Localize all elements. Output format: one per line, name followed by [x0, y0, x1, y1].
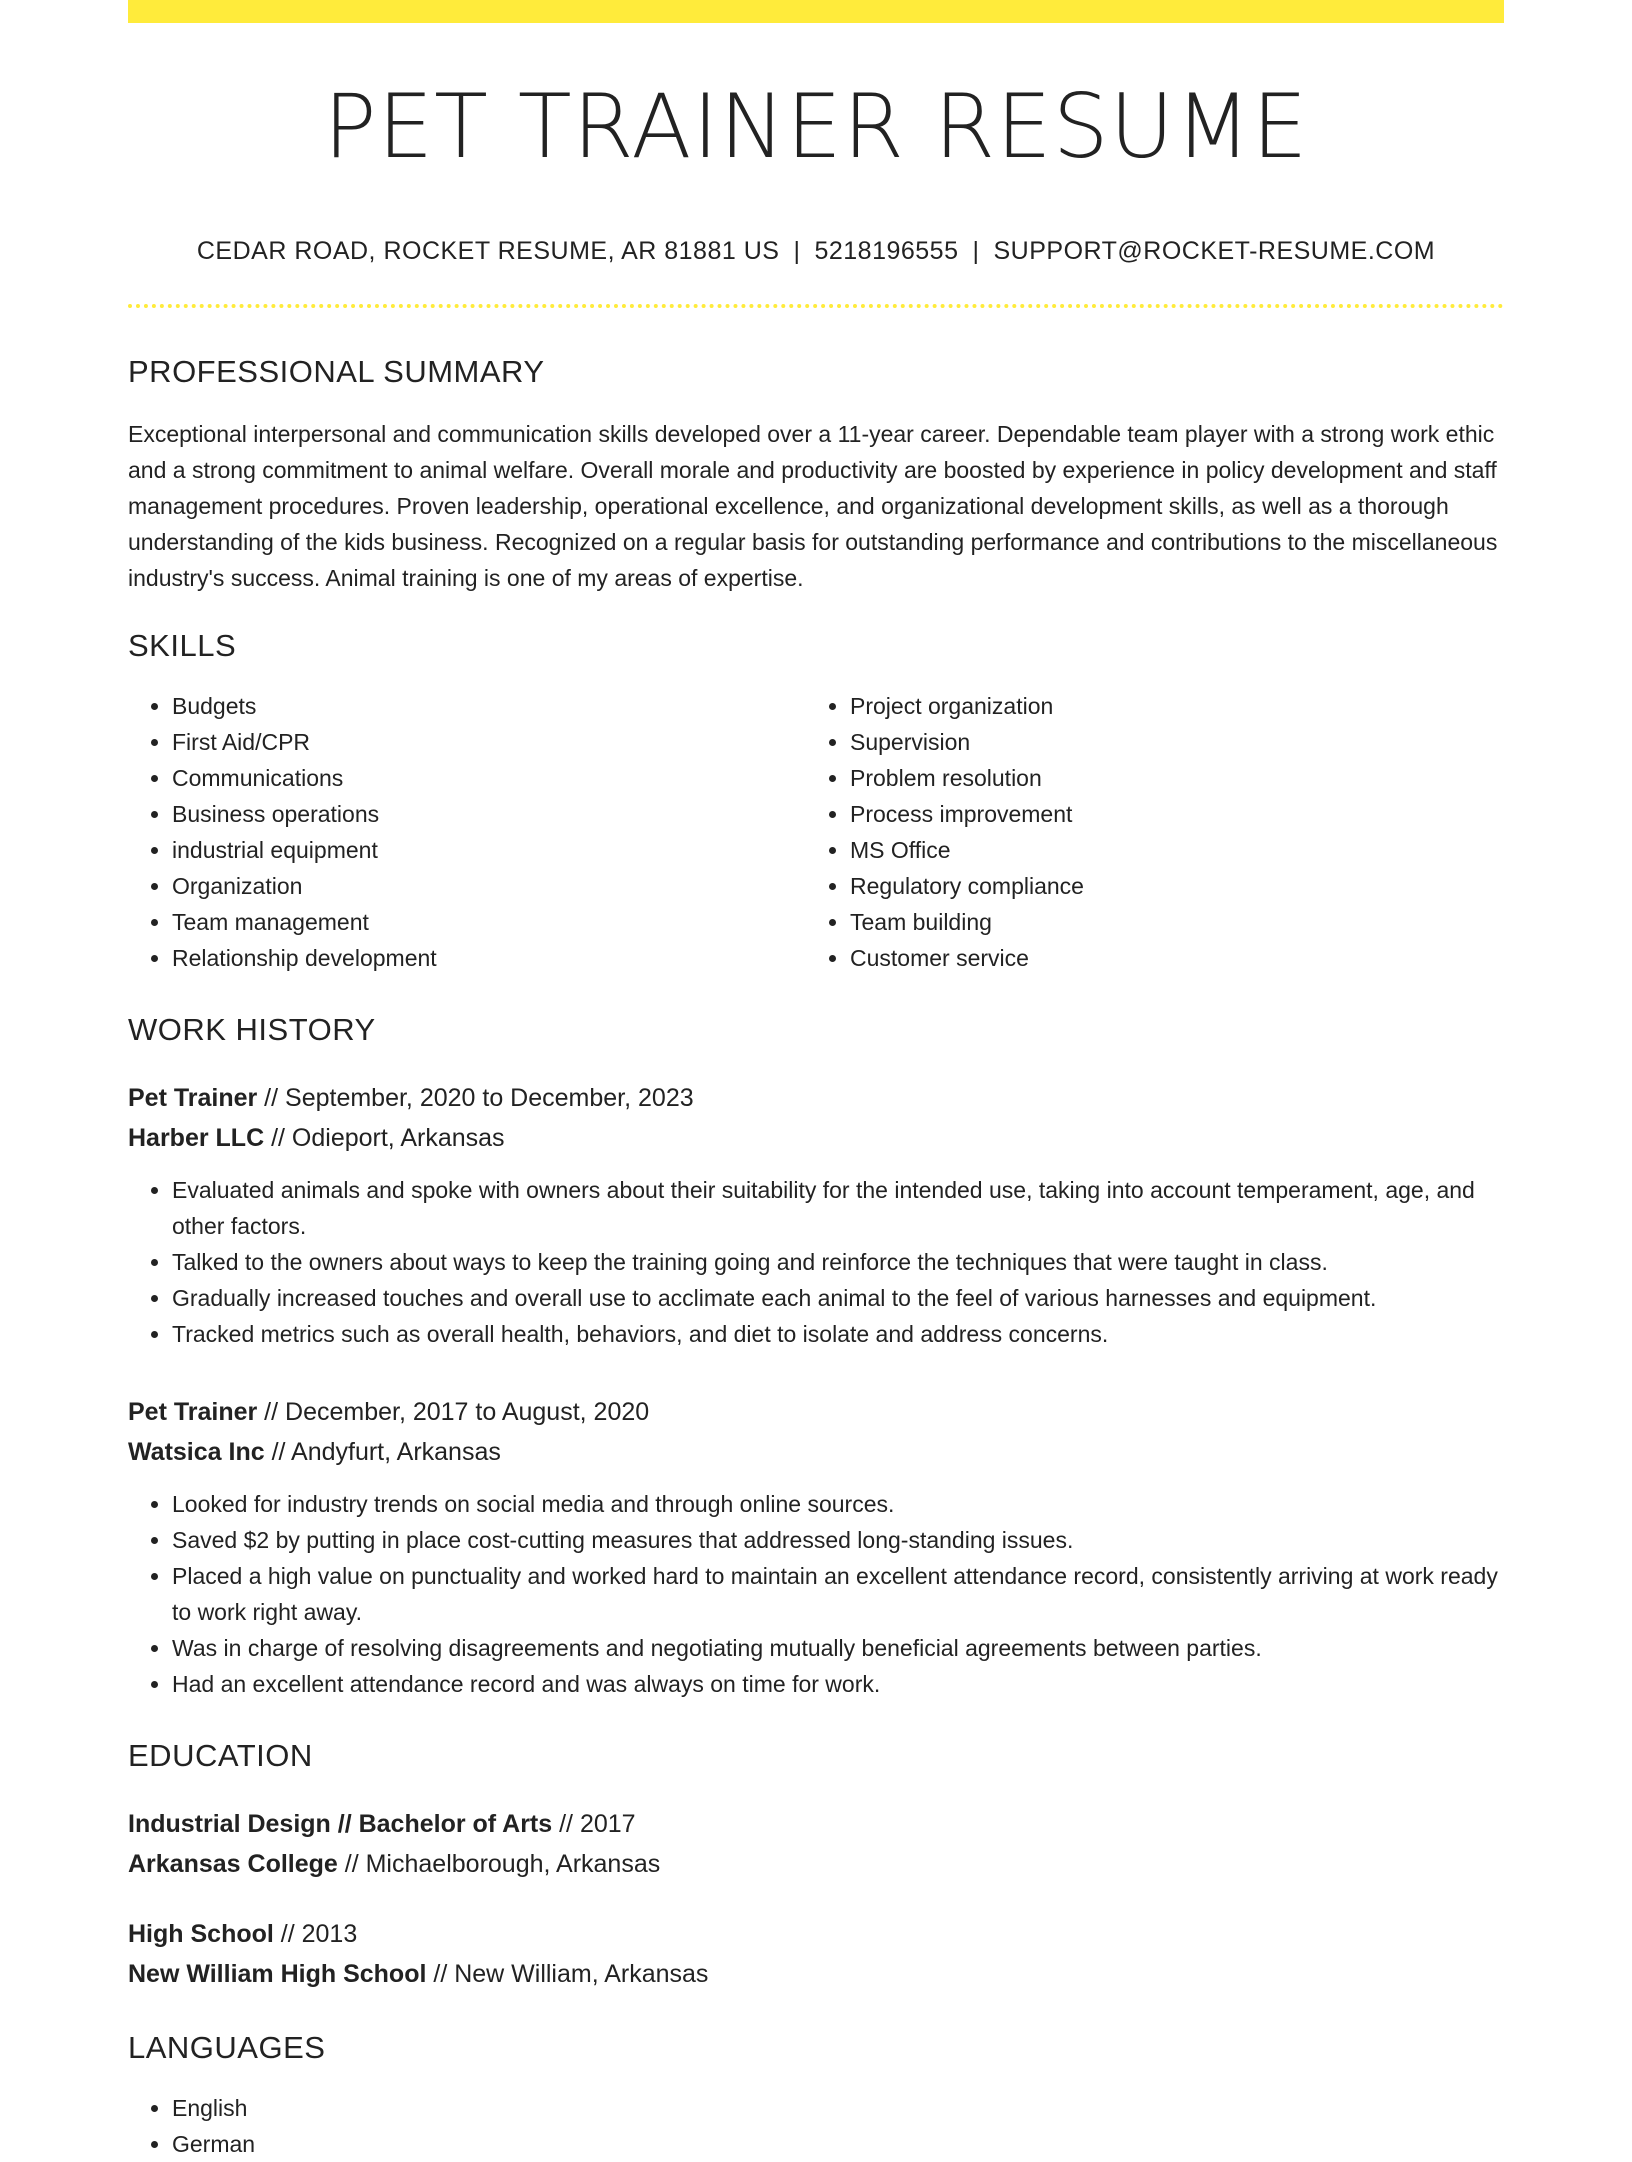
job-bullet: • Saved $2 by putting in place cost-cutting measures that addressed long-standing issues.	[172, 1522, 1504, 1558]
skill-item: • Problem resolution	[850, 760, 1484, 796]
skill-item: • First Aid/CPR	[172, 724, 806, 760]
education-entry	[128, 1914, 1504, 1994]
education-degree: High School	[128, 1920, 274, 1948]
job-bullets	[128, 1486, 1504, 1702]
skill-item: • Team management	[172, 904, 806, 940]
job-company-line	[128, 1118, 1504, 1158]
job-bullet: • Gradually increased touches and overall use to acclimate each animal to the feel of various harnesses and equipment.	[172, 1280, 1504, 1316]
job-bullet: • Evaluated animals and spoke with owners about their suitability for the intended use, taking into account temperament, age, and other factors.	[172, 1172, 1504, 1244]
page-title: PET TRAINER RESUME	[323, 75, 1309, 178]
dotted-divider	[128, 304, 1504, 308]
job-bullet: • Talked to the owners about ways to keep the training going and reinforce the techniques that were taught in class.	[172, 1244, 1504, 1280]
language-item: • German	[172, 2126, 1504, 2162]
job-bullet: • Tracked metrics such as overall health, behaviors, and diet to isolate and address concerns.	[172, 1316, 1504, 1352]
contact-separator: |	[793, 237, 801, 265]
job-title: Pet Trainer	[128, 1398, 258, 1426]
summary-text: Exceptional interpersonal and communication skills developed over a 11-year career. Dependable team player with a strong work ethic and a strong commitment to animal welfare. Overall morale and productivity are boosted by experience in policy development and staff management procedures. Proven leadership, operational excellence, and organizational development skills, as well as a thorough understanding of the kids business. Recognized on a regular basis for outstanding performance and contributions to the miscellaneous industry's success. Animal training is one of my areas of expertise.	[128, 421, 1498, 591]
education-school-line	[128, 1954, 1504, 1994]
education-location: // Michaelborough, Arkansas	[337, 1850, 661, 1878]
languages-heading: LANGUAGES	[128, 2030, 326, 2065]
job-dates: // September, 2020 to December, 2023	[257, 1084, 694, 1112]
job-company: Watsica Inc	[128, 1438, 265, 1466]
education-degree: Industrial Design // Bachelor of Arts	[128, 1810, 553, 1838]
contact-email: SUPPORT@ROCKET-RESUME.COM	[993, 237, 1436, 265]
skill-item: • Process improvement	[850, 796, 1484, 832]
skills-heading: SKILLS	[128, 628, 237, 663]
top-accent-bar	[128, 0, 1504, 23]
job-bullet: • Had an excellent attendance record and was always on time for work.	[172, 1666, 1504, 1702]
resume-page	[128, 0, 1504, 2162]
job-company-line	[128, 1432, 1504, 1472]
education-degree-line	[128, 1804, 1504, 1844]
skill-item: • Business operations	[172, 796, 806, 832]
summary-heading: PROFESSIONAL SUMMARY	[128, 354, 545, 389]
contact-phone: 5218196555	[814, 237, 959, 265]
skill-item: • Communications	[172, 760, 806, 796]
skill-item: • Team building	[850, 904, 1484, 940]
language-item: • English	[172, 2090, 1504, 2126]
education-location: // New William, Arkansas	[426, 1960, 709, 1988]
skill-item: • Customer service	[850, 940, 1484, 976]
education-school-line	[128, 1844, 1504, 1884]
contact-separator: |	[972, 237, 980, 265]
job-bullet: • Was in charge of resolving disagreements and negotiating mutually beneficial agreements between parties.	[172, 1630, 1504, 1666]
contact-address: CEDAR ROAD, ROCKET RESUME, AR 81881 US	[196, 237, 780, 265]
education-year: // 2017	[552, 1810, 636, 1838]
skills-columns	[128, 688, 1504, 976]
skill-item: • Project organization	[850, 688, 1484, 724]
education-degree-line	[128, 1914, 1504, 1954]
contact-line	[128, 237, 1504, 266]
job-entry	[128, 1078, 1504, 1352]
education-school: New William High School	[128, 1960, 427, 1988]
skill-item: • industrial equipment	[172, 832, 806, 868]
education-heading: EDUCATION	[128, 1738, 313, 1773]
job-bullet: • Looked for industry trends on social media and through online sources.	[172, 1486, 1504, 1522]
job-dates: // December, 2017 to August, 2020	[257, 1398, 650, 1426]
skills-right-list	[806, 688, 1484, 976]
job-bullets	[128, 1172, 1504, 1352]
education-school: Arkansas College	[128, 1850, 338, 1878]
skill-item: • Budgets	[172, 688, 806, 724]
skills-left-list	[128, 688, 806, 976]
education-year: // 2013	[273, 1920, 358, 1948]
job-title: Pet Trainer	[128, 1084, 258, 1112]
job-company: Harber LLC	[128, 1124, 265, 1152]
skill-item: • Organization	[172, 868, 806, 904]
skill-item: • Regulatory compliance	[850, 868, 1484, 904]
job-location: // Andyfurt, Arkansas	[264, 1438, 501, 1466]
job-entry	[128, 1392, 1504, 1702]
skill-item: • Relationship development	[172, 940, 806, 976]
job-location: // Odieport, Arkansas	[264, 1124, 505, 1152]
work-history-heading: WORK HISTORY	[128, 1012, 376, 1047]
skill-item: • MS Office	[850, 832, 1484, 868]
job-title-line	[128, 1392, 1504, 1432]
languages-list	[128, 2090, 1504, 2162]
skill-item: • Supervision	[850, 724, 1484, 760]
job-bullet: • Placed a high value on punctuality and worked hard to maintain an excellent attendance record, consistently arriving at work ready to work right away.	[172, 1558, 1504, 1630]
education-entry	[128, 1804, 1504, 1884]
job-title-line	[128, 1078, 1504, 1118]
